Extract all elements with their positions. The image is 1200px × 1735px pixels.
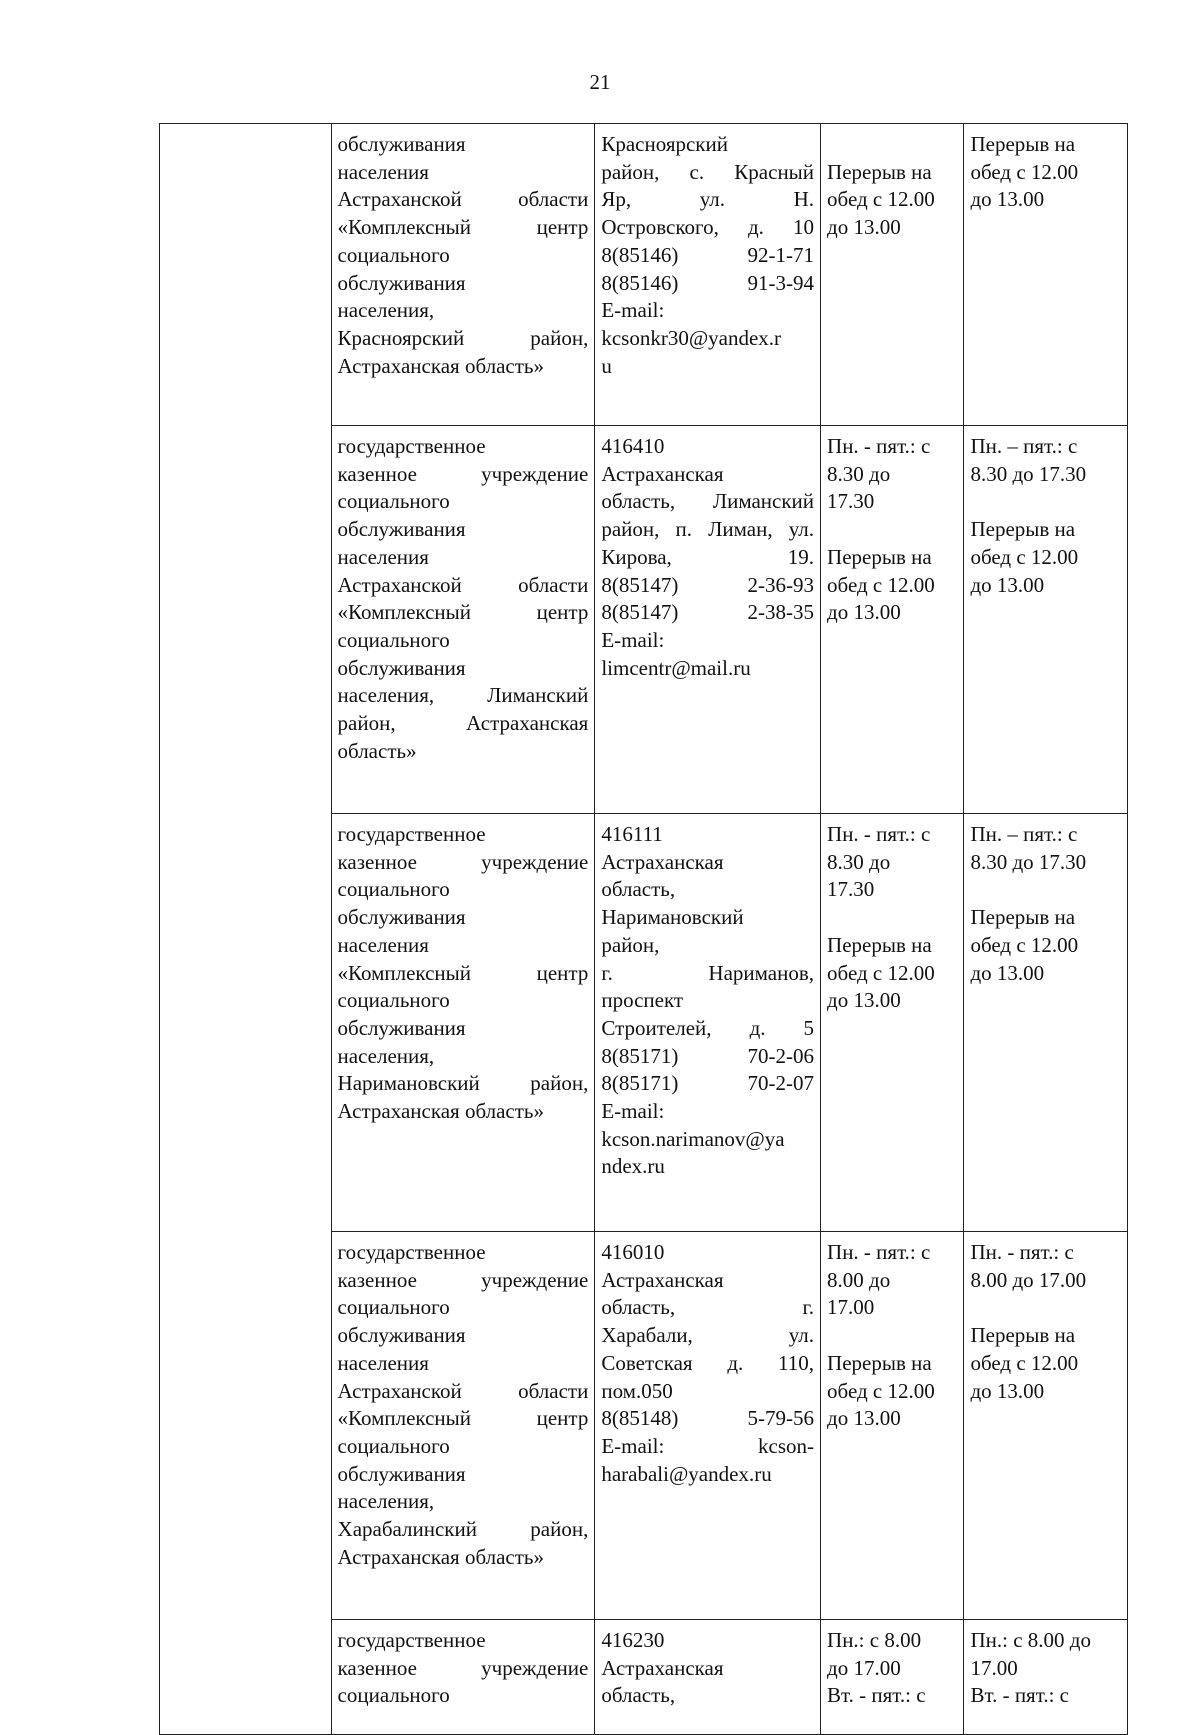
schedule-a-cell	[821, 1232, 964, 1620]
cell-line: обед с 12.00	[827, 960, 935, 985]
schedule-a-cell	[821, 814, 964, 1232]
cell-line: район,	[601, 932, 660, 957]
cell-line: 8(85171) 70-2-06	[601, 1043, 815, 1068]
cell-line: Советская д. 110,	[601, 1350, 815, 1375]
cell-line: 8.30 до 17.30	[970, 461, 1087, 486]
address-cell	[595, 124, 821, 426]
cell-line: 416230	[601, 1628, 665, 1652]
institution-cell	[331, 124, 595, 426]
cell-line: Наримановский район,	[337, 1071, 589, 1096]
cell-line: Пн. – пят.: с	[970, 434, 1078, 458]
cell-line: «Комплексный центр	[337, 215, 589, 240]
cell-line: 8(85147) 2-38-35	[601, 600, 815, 625]
cell-line: 17.00	[970, 1655, 1018, 1680]
cell-line: обслуживания	[337, 1461, 466, 1486]
schedule-b-cell	[964, 1232, 1128, 1620]
cell-line	[970, 1294, 1121, 1322]
cell-line: «Комплексный центр	[337, 1406, 589, 1431]
cell-line: казенное учреждение	[337, 1267, 589, 1292]
cell-line: Астраханской области	[337, 1378, 589, 1403]
cell-line: Перерыв на	[827, 1350, 932, 1375]
cell-line: населения,	[337, 1043, 435, 1068]
cell-line: Кирова, 19.	[601, 544, 815, 569]
cell-line: Строителей, д. 5	[601, 1015, 815, 1040]
cell-line	[970, 488, 1121, 516]
cell-line: до 13.00	[827, 1406, 901, 1431]
cell-line: обед с 12.00	[970, 1350, 1079, 1375]
cell-line: 8(85148) 5-79-56	[601, 1406, 815, 1431]
cell-line: Астраханская область»	[337, 1544, 545, 1569]
cell-line: Красноярский	[601, 132, 728, 156]
cell-line: казенное учреждение	[337, 1655, 589, 1680]
institution-cell	[331, 814, 595, 1232]
cell-line: Астраханская	[601, 461, 724, 486]
institution-cell	[331, 1620, 595, 1735]
schedule-b-cell	[964, 124, 1128, 426]
cell-line: населения	[337, 932, 429, 957]
cell-line: район, п. Лиман, ул.	[601, 517, 815, 542]
cell-line: Перерыв на	[970, 905, 1076, 930]
table-row	[160, 124, 1128, 426]
schedule-a-cell	[821, 426, 964, 814]
cell-line: область, Лиманский	[601, 489, 815, 514]
cell-line: обед с 12.00	[827, 572, 935, 597]
cell-line: ndex.ru	[601, 1154, 665, 1179]
address-cell	[595, 1232, 821, 1620]
cell-line: обслуживания	[337, 655, 466, 680]
cell-line: 8.00 до 17.00	[970, 1267, 1087, 1292]
cell-line: 17.30	[827, 877, 875, 902]
cell-line: государственное	[337, 434, 486, 458]
cell-line: Пн. - пят.: с	[970, 1240, 1074, 1264]
cell-line: район, Астраханская	[337, 711, 589, 736]
cell-line: «Комплексный центр	[337, 600, 589, 625]
cell-line: область,	[601, 1683, 676, 1708]
cell-line: Перерыв на	[827, 932, 932, 957]
cell-line: limcentr@mail.ru	[601, 655, 751, 680]
cell-line: государственное	[337, 822, 486, 846]
cell-line: обслуживания	[337, 905, 466, 930]
cell-line: социального	[337, 1683, 450, 1708]
cell-line: социального	[337, 627, 450, 652]
cell-line: 8.00 до	[827, 1267, 891, 1292]
cell-line: населения,	[337, 298, 435, 323]
cell-line: обед с 12.00	[827, 187, 935, 212]
institutions-table	[159, 123, 1128, 1735]
cell-line: социального	[337, 242, 450, 267]
cell-line: до 13.00	[970, 572, 1045, 597]
cell-line: обслуживания	[337, 270, 466, 295]
cell-line: обед с 12.00	[970, 932, 1079, 957]
cell-line: 8(85147) 2-36-93	[601, 572, 815, 597]
cell-line: kcsonkr30@yandex.r	[601, 325, 782, 350]
cell-line: район, с. Красный	[601, 159, 815, 184]
cell-line: социального	[337, 988, 450, 1013]
cell-line: 8(85146) 92-1-71	[601, 242, 815, 267]
page-number: 21	[589, 70, 611, 94]
cell-line: обслуживания	[337, 1323, 466, 1348]
cell-line: область,	[601, 877, 676, 902]
cell-line: harabali@yandex.ru	[601, 1461, 772, 1486]
cell-line: населения,	[337, 1489, 435, 1514]
address-cell	[595, 814, 821, 1232]
cell-line: E-mail:	[601, 298, 665, 323]
cell-line: E-mail:	[601, 1099, 665, 1124]
cell-line: 17.00	[827, 1295, 875, 1320]
cell-line: Островского, д. 10	[601, 215, 815, 240]
schedule-b-cell	[964, 1620, 1128, 1735]
cell-line: 8(85171) 70-2-07	[601, 1071, 815, 1096]
cell-line	[827, 516, 957, 544]
cell-line: Яр, ул. Н.	[601, 187, 815, 212]
cell-line: E-mail:	[601, 627, 665, 652]
cell-line: Перерыв на	[827, 544, 932, 569]
cell-line: Перерыв на	[827, 159, 932, 184]
cell-line: населения, Лиманский	[337, 683, 589, 708]
cell-line: до 13.00	[827, 600, 901, 625]
address-cell	[595, 1620, 821, 1735]
address-cell	[595, 426, 821, 814]
cell-line: казенное учреждение	[337, 461, 589, 486]
cell-line: населения	[337, 544, 429, 569]
cell-line: г. Нариманов,	[601, 960, 815, 985]
cell-line: социального	[337, 489, 450, 514]
table-body	[160, 124, 1128, 1735]
cell-line: Астраханская	[601, 1655, 724, 1680]
cell-line: населения	[337, 1350, 429, 1375]
cell-line: Астраханской области	[337, 572, 589, 597]
cell-line: 8.30 до	[827, 461, 891, 486]
cell-line: государственное	[337, 1240, 486, 1264]
cell-line	[970, 876, 1121, 904]
cell-line: Перерыв на	[970, 1323, 1076, 1348]
cell-line: Перерыв на	[970, 132, 1076, 156]
cell-line: до 13.00	[970, 960, 1045, 985]
cell-line: E-mail: kcson-	[601, 1433, 815, 1458]
cell-line: Вт. - пят.: с	[970, 1683, 1069, 1708]
schedule-b-cell	[964, 814, 1128, 1232]
cell-line: 416111	[601, 822, 663, 846]
schedule-b-cell	[964, 426, 1128, 814]
cell-line: область»	[337, 738, 417, 763]
cell-line: проспект	[601, 988, 684, 1013]
cell-line: Пн. - пят.: с	[827, 434, 931, 458]
cell-line: социального	[337, 1295, 450, 1320]
cell-line: казенное учреждение	[337, 849, 589, 874]
cell-line: до 17.00	[827, 1655, 901, 1680]
institution-cell	[331, 426, 595, 814]
cell-line: Пн. - пят.: с	[827, 822, 931, 846]
cell-line: Астраханская область»	[337, 1099, 545, 1124]
cell-line: обслуживания	[337, 517, 466, 542]
cell-line	[827, 131, 957, 159]
cell-line: 416010	[601, 1240, 665, 1264]
cell-line: 8.30 до	[827, 849, 891, 874]
cell-line: обслуживания	[337, 1015, 466, 1040]
institution-cell	[331, 1232, 595, 1620]
cell-line: социального	[337, 877, 450, 902]
cell-line: Пн. – пят.: с	[970, 822, 1078, 846]
cell-line: Пн. - пят.: с	[827, 1240, 931, 1264]
cell-line: обслуживания	[337, 132, 466, 156]
cell-line: Красноярский район,	[337, 325, 589, 350]
cell-line: «Комплексный центр	[337, 960, 589, 985]
cell-line: социального	[337, 1433, 450, 1458]
empty-index-cell	[160, 124, 332, 1735]
cell-line: Харабали, ул.	[601, 1323, 815, 1348]
schedule-a-cell	[821, 124, 964, 426]
cell-line: обед с 12.00	[970, 544, 1079, 569]
cell-line: u	[601, 353, 612, 378]
cell-line: до 13.00	[827, 988, 901, 1013]
cell-line: до 13.00	[970, 187, 1045, 212]
cell-line: Харабалинский район,	[337, 1517, 589, 1542]
cell-line	[827, 904, 957, 932]
cell-line: 8.30 до 17.30	[970, 849, 1087, 874]
cell-line: до 13.00	[827, 215, 901, 240]
schedule-a-cell	[821, 1620, 964, 1735]
cell-line: 17.30	[827, 489, 875, 514]
cell-line: обед с 12.00	[827, 1378, 935, 1403]
cell-line: населения	[337, 159, 429, 184]
cell-line: государственное	[337, 1628, 486, 1652]
cell-line: Астраханской области	[337, 187, 589, 212]
cell-line: 8(85146) 91-3-94	[601, 270, 815, 295]
cell-line: 416410	[601, 434, 665, 458]
cell-line: пом.050	[601, 1378, 673, 1403]
cell-line: Вт. - пят.: с	[827, 1683, 926, 1708]
cell-line: Пн.: с 8.00 до	[970, 1628, 1091, 1652]
cell-line: Перерыв на	[970, 517, 1076, 542]
cell-line	[827, 1322, 957, 1350]
cell-line: Астраханская	[601, 849, 724, 874]
cell-line: Пн.: с 8.00	[827, 1628, 922, 1652]
cell-line: Астраханская область»	[337, 353, 545, 378]
cell-line: Наримановский	[601, 905, 744, 930]
cell-line: обед с 12.00	[970, 159, 1079, 184]
cell-line: kcson.narimanov@ya	[601, 1126, 785, 1151]
cell-line: Астраханская	[601, 1267, 724, 1292]
cell-line: до 13.00	[970, 1378, 1045, 1403]
cell-line: область, г.	[601, 1295, 815, 1320]
